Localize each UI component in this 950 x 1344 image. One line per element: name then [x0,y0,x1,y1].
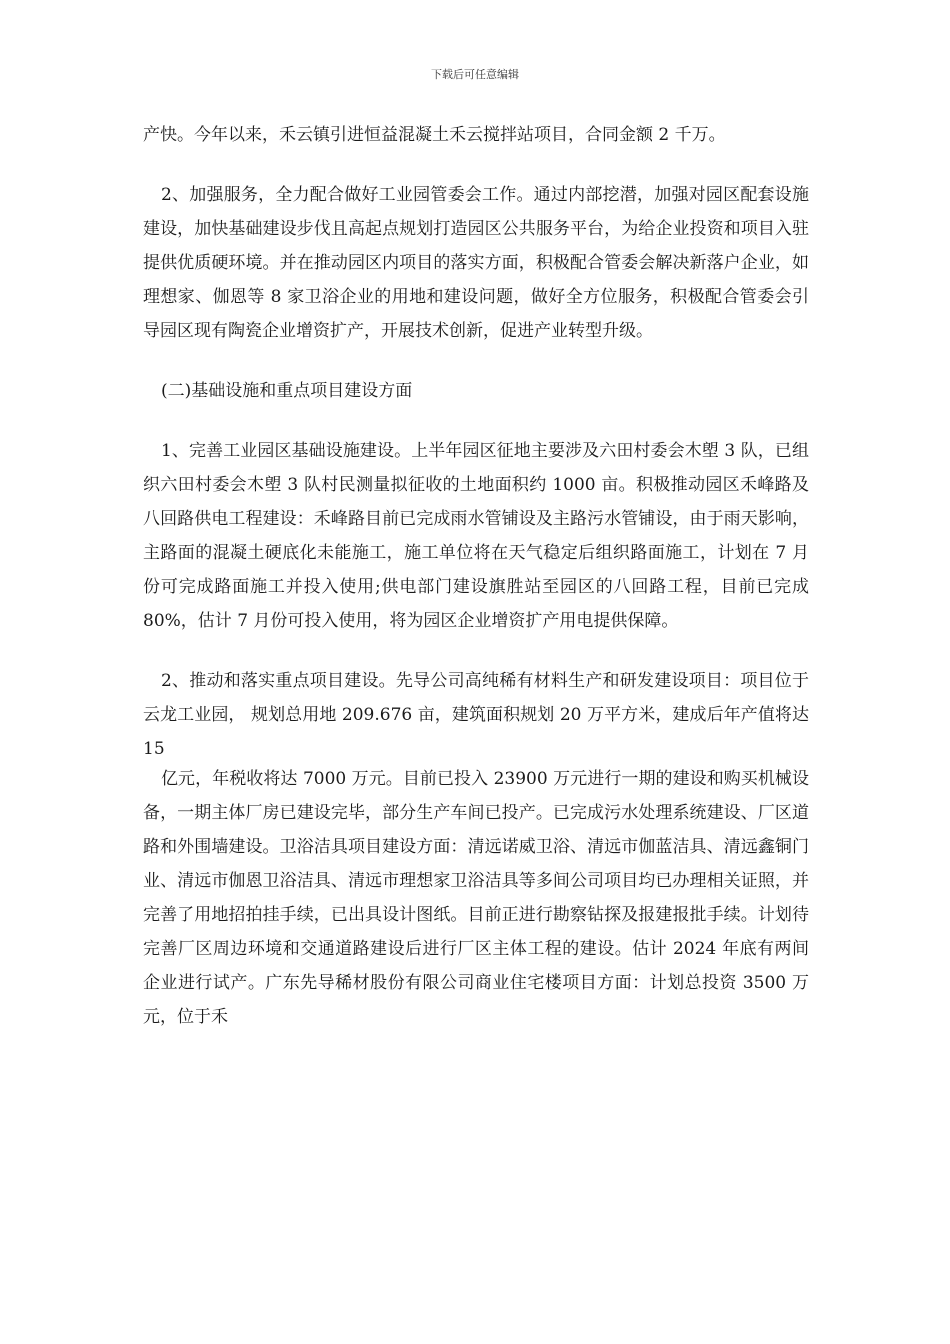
paragraph-2: 2、加强服务，全力配合做好工业园管委会工作。通过内部挖潜，加强对园区配套设施建设，加快基础建设步伐且高起点规划打造园区公共服务平台，为给企业投资和项目入驻提供优质硬环境。并在推动园区内项目的落实方面，积极配合管委会解决新落户企业，如理想家、伽恩等 8 家卫浴企业的用地和建设问题，做好全方位服务，积极配合管委会引导园区现有陶瓷企业增资扩产，开展技术创新，促进产业转型升级。 [143,185,809,341]
page-header: 下载后可任意编辑 [431,68,519,81]
paragraph-3: 1、完善工业园区基础设施建设。上半年园区征地主要涉及六田村委会木塱 3 队，已组织六田村委会木塱 3 队村民测量拟征收的土地面积约 1000 亩。积极推动园区禾峰路及八回路供电工程建设：禾峰路目前已完成雨水管铺设及主路污水管铺设，由于雨天影响，主路面的混凝土硬底化未能施工，施工单位将在天气稳定后组织路面施工，计划在 7 月份可完成路面施工并投入使用;供电部门建设旗胜站至园区的八回路工程，目前已完成 80%，估计 7 月份可投入使用，将为园区企业增资扩产用电提供保障。 [143,441,809,631]
paragraph-1: 产快。今年以来，禾云镇引进恒益混凝土禾云搅拌站项目，合同金额 2 千万。 [143,125,726,145]
paragraph-5: 亿元，年税收将达 7000 万元。目前已投入 23900 万元进行一期的建设和购买机械设备，一期主体厂房已建设完毕，部分生产车间已投产。已完成污水处理系统建设、厂区道路和外围墙建设。卫浴洁具项目建设方面：清远诺威卫浴、清远市伽蓝洁具、清远鑫铜门业、清远市伽恩卫浴洁具、清远市理想家卫浴洁具等多间公司项目均已办理相关证照，并完善了用地招拍挂手续，已出具设计图纸。目前正进行勘察钻探及报建报批手续。计划待完善厂区周边环境和交通道路建设后进行厂区主体工程的建设。估计 2024 年底有两间企业进行试产。广东先导稀材股份有限公司商业住宅楼项目方面：计划总投资 3500 万元，位于禾 [143,769,809,1027]
document-body [143,118,809,1034]
paragraph-4: 2、推动和落实重点项目建设。先导公司高纯稀有材料生产和研发建设项目：项目位于云龙工业园， 规划总用地 209.676 亩，建筑面积规划 20 万平方米，建成后年产值将达 15 [143,671,809,759]
section-heading: (二)基础设施和重点项目建设方面 [161,381,413,401]
